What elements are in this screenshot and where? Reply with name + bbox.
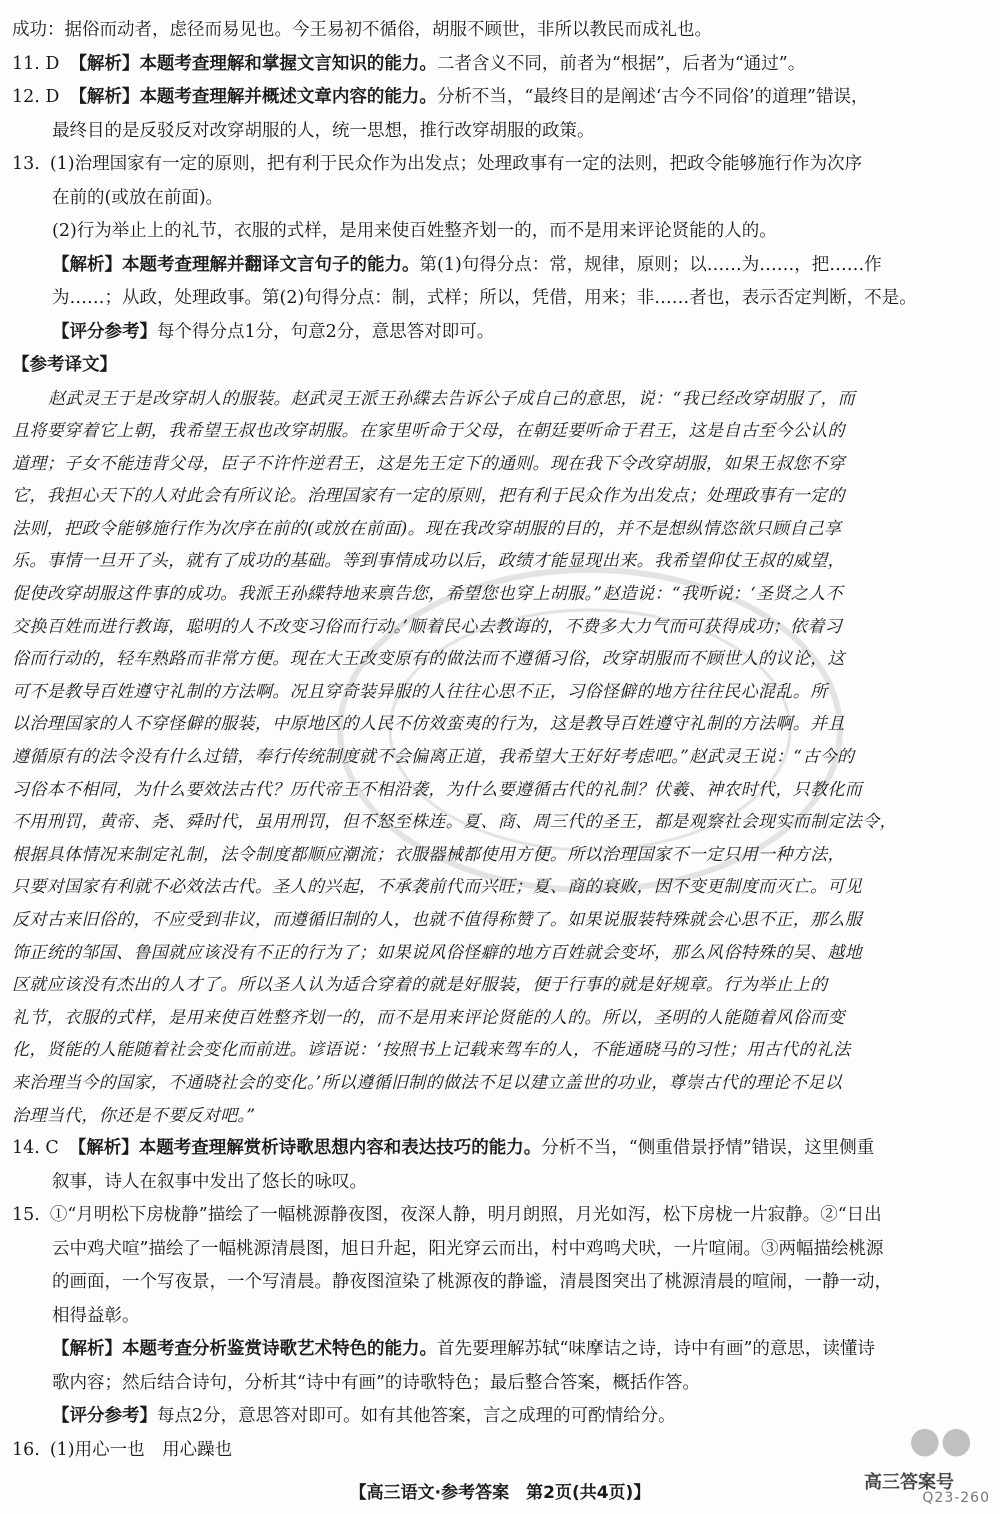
answer-line [12, 316, 990, 350]
answer-line [12, 1266, 990, 1300]
translation-line: 交换百姓而进行教诲，聪明的人不改变习俗而行动。’顺着民心去教诲的，不费多大力气而可获得成功；依着习 [12, 616, 843, 637]
translation-body [12, 383, 990, 1133]
translation-line: 可不是教导百姓遵守礼制的方法啊。况且穿奇装异服的人往往心思不正，习俗怪僻的地方往往民心混乱。所 [12, 681, 828, 702]
translation-line: 根据具体情况来制定礼制，法令制度都顺应潮流；衣服器械都使用方便。所以治理国家不一定只用一种方法， [12, 844, 845, 865]
answer-line [12, 1166, 990, 1200]
translation-line: 只要对国家有利就不必效法古代。圣人的兴起，不承袭前代而兴旺；夏、商的衰败，因不变更制度而灭亡。可见 [12, 877, 863, 898]
answer-line [12, 115, 990, 149]
answer-line [12, 249, 990, 283]
item-number: 14. C [12, 1138, 59, 1159]
answer-section-bottom [12, 1132, 990, 1467]
answer-text: 每点2分，意思答对即可。如有其他答案，言之成理的可酌情给分。 [157, 1406, 676, 1427]
analysis-lead: 本题考查理解并概述文章内容的能力。 [139, 87, 437, 107]
answer-line [12, 1300, 990, 1334]
translation-line: 遵循原有的法令没有什么过错，奉行传统制度就不会偏离正道，我希望大王好好考虑吧。”赵武灵王说：“古今的 [12, 747, 855, 768]
answer-text: 云中鸡犬喧”描绘了一幅桃源清晨图，旭日升起，阳光穿云而出，村中鸡鸣犬吠，一片喧闹。③两幅描绘桃源 [52, 1238, 884, 1259]
translation-line: 饰正统的邹国、鲁国就应该没有不正的行为了；如果说风俗怪癖的地方百姓就会变坏，那么风俗特殊的吴、越地 [12, 942, 863, 963]
section-tag: 【解析】 [52, 254, 122, 275]
translation-line: 乐。事情一旦开了头，就有了成功的基础。等到事情成功以后，政绩才能显现出来。我希望仰仗王叔的威望， [12, 551, 845, 572]
answer-section-top [12, 14, 990, 349]
answer-line [12, 1367, 990, 1401]
answer-text: 最终目的是反驳反对改穿胡服的人，统一思想，推行改穿胡服的政策。 [52, 120, 595, 141]
translation-line: 来治理当今的国家，不通晓社会的变化。’所以遵循旧制的做法不足以建立盖世的功业，尊崇古代的理论不足以 [12, 1072, 843, 1093]
translation-line: 治理当代，你还是不要反对吧。” [12, 1105, 256, 1126]
translation-line: 俗而行动的，轻车熟路而非常方便。现在大王改变原有的做法而不遵循习俗，改穿胡服而不顾世人的议论，这 [12, 649, 845, 670]
section-tag: 【评分参考】 [52, 321, 157, 342]
analysis-lead: 本题考查理解和掌握文言知识的能力。 [139, 53, 437, 74]
answer-line [12, 48, 990, 82]
translation-line: 且将要穿着它上朝，我希望王叔也改穿胡服。在家里听命于父母，在朝廷要听命于君王，这是自古至今公认的 [12, 421, 845, 442]
translation-heading: 【参考译文】 [12, 355, 117, 375]
section-tag: 【解析】 [69, 53, 140, 74]
answer-text: 叙事，诗人在叙事中发出了悠长的咏叹。 [52, 1171, 367, 1192]
section-tag: 【解析】 [69, 87, 140, 107]
answer-line [12, 1199, 990, 1233]
item-number: 11. D [12, 53, 60, 74]
answer-text: 分析不当，“侧重借景抒情”错误，这里侧重 [541, 1138, 875, 1159]
translation-line: 反对古来旧俗的，不应受到非议，而遵循旧制的人，也就不值得称赞了。如果说服装特殊就会心思不正，那么服 [12, 910, 863, 930]
analysis-lead: 本题考查理解并翻译文言句子的能力。 [122, 254, 420, 275]
answer-line [12, 215, 990, 249]
item-number: 16. [12, 1439, 40, 1460]
corner-code: Q23-260 [922, 1490, 990, 1506]
logo-icon: ●● [909, 1420, 972, 1461]
answer-line [12, 1333, 990, 1367]
translation-line: 不用刑罚，黄帝、尧、舜时代，虽用刑罚，但不怒至株连。夏、商、周三代的圣王，都是观察社会现实而制定法令， [12, 812, 897, 833]
answer-line [12, 1233, 990, 1267]
item-number: 13. [12, 154, 40, 174]
translation-line: 赵武灵王于是改穿胡人的服装。赵武灵王派王孙緤去告诉公子成自己的意思，说：“我已经改穿胡服了，而 [48, 388, 856, 409]
answer-text: 第(1)句得分点：常，规律，原则；以……为……，把……作 [419, 254, 882, 275]
answer-text: 二者含义不同，前者为“根据”，后者为“通过”。 [436, 53, 806, 74]
item-number: 15. [12, 1205, 40, 1226]
section-tag: 【评分参考】 [52, 1406, 157, 1427]
answer-text: 歌内容；然后结合诗句，分析其“诗中有画”的诗歌特色；最后整合答案，概括作答。 [52, 1372, 700, 1393]
answer-line [12, 148, 990, 182]
answer-text: 在前的(或放在前面)。 [52, 187, 224, 208]
answer-text: 相得益彰。 [52, 1305, 140, 1326]
answer-line [12, 1132, 990, 1166]
answer-text: (2)行为举止上的礼节，衣服的式样，是用来使百姓整齐划一的，而不是用来评论贤能的人的。 [52, 221, 777, 241]
section-tag: 【解析】 [52, 1339, 122, 1360]
item-number: 12. D [12, 87, 60, 107]
answer-text: (1)用心一也 用心躁也 [49, 1439, 233, 1460]
analysis-lead: 本题考查理解赏析诗歌思想内容和表达技巧的能力。 [138, 1138, 542, 1159]
answer-text: (1)治理国家有一定的原则，把有利于民众作为出发点；处理政事有一定的法则，把政令能够施行作为次序 [49, 154, 863, 174]
answer-text: ①“月明松下房栊静”描绘了一幅桃源静夜图，夜深人静，明月朗照，月光如泻，松下房栊一片寂静。②“日出 [49, 1205, 882, 1226]
answer-text: 为……；从政，处理政事。第(2)句得分点：制，式样；所以，凭借，用来；非……者也，表示否定判断，不是。 [52, 288, 917, 308]
translation-line: 它，我担心天下的人对此会有所议论。治理国家有一定的原则，把有利于民众作为出发点；处理政事有一定的 [12, 486, 845, 507]
section-tag: 【解析】 [68, 1138, 139, 1159]
translation-line: 促使改穿胡服这件事的成功。我派王孙緤特地来禀告您，希望您也穿上胡服。”赵造说：“我听说：‘圣贤之人不 [12, 584, 843, 605]
answer-text: 首先要理解苏轼“味摩诘之诗，诗中有画”的意思，读懂诗 [437, 1339, 875, 1360]
answer-page [12, 14, 990, 1467]
answer-line [12, 81, 990, 115]
translation-line: 习俗本不相同，为什么要效法古代？历代帝王不相沿袭，为什么要遵循古代的礼制？伏羲、神农时代，只教化而 [12, 779, 863, 800]
answer-line [12, 182, 990, 216]
answer-text: 成功：据俗而动者，虑径而易见也。今王易初不循俗，胡服不顾世，非所以教民而成礼也。 [12, 20, 712, 40]
answer-text: 的画面，一个写夜景，一个写清晨。静夜图渲染了桃源夜的静谧，清晨图突出了桃源清晨的喧闹，一静一动， [52, 1272, 892, 1293]
answer-text: 分析不当，“最终目的是阐述‘古今不同俗’的道理”错误， [436, 87, 869, 107]
translation-line: 法则，把政令能够施行作为次序在前的(或放在前面)。现在我改穿胡服的目的，并不是想纵情恣欲只顾自己享 [12, 518, 842, 539]
analysis-lead: 本题考查分析鉴赏诗歌艺术特色的能力。 [122, 1339, 437, 1360]
answer-text: 每个得分点1分，句意2分，意思答对即可。 [157, 321, 495, 342]
answer-line [12, 14, 990, 48]
translation-line: 化，贤能的人能随着社会变化而前进。谚语说：‘按照书上记载来驾车的人，不能通晓马的习性；用古代的礼法 [12, 1040, 851, 1061]
answer-line [12, 282, 990, 316]
translation-line: 礼节，衣服的式样，是用来使百姓整齐划一的，而不是用来评论贤能的人的。所以，圣明的人能随着风俗而变 [12, 1007, 845, 1028]
translation-line: 道理；子女不能违背父母，臣子不许忤逆君王，这是先王定下的通则。现在我下令改穿胡服，如果王叔您不穿 [12, 453, 845, 474]
page-footer: 【高三语文·参考答案 第2页(共4页)】 [349, 1483, 651, 1503]
translation-line: 以治理国家的人不穿怪僻的服装，中原地区的人民不仿效蛮夷的行为，这是教导百姓遵守礼制的方法啊。并且 [12, 714, 845, 735]
corner-label: 高三答案号 [864, 1472, 954, 1493]
translation-line: 区就应该没有杰出的人才了。所以圣人认为适合穿着的就是好服装，便于行事的就是好规章。行为举止上的 [12, 975, 828, 996]
